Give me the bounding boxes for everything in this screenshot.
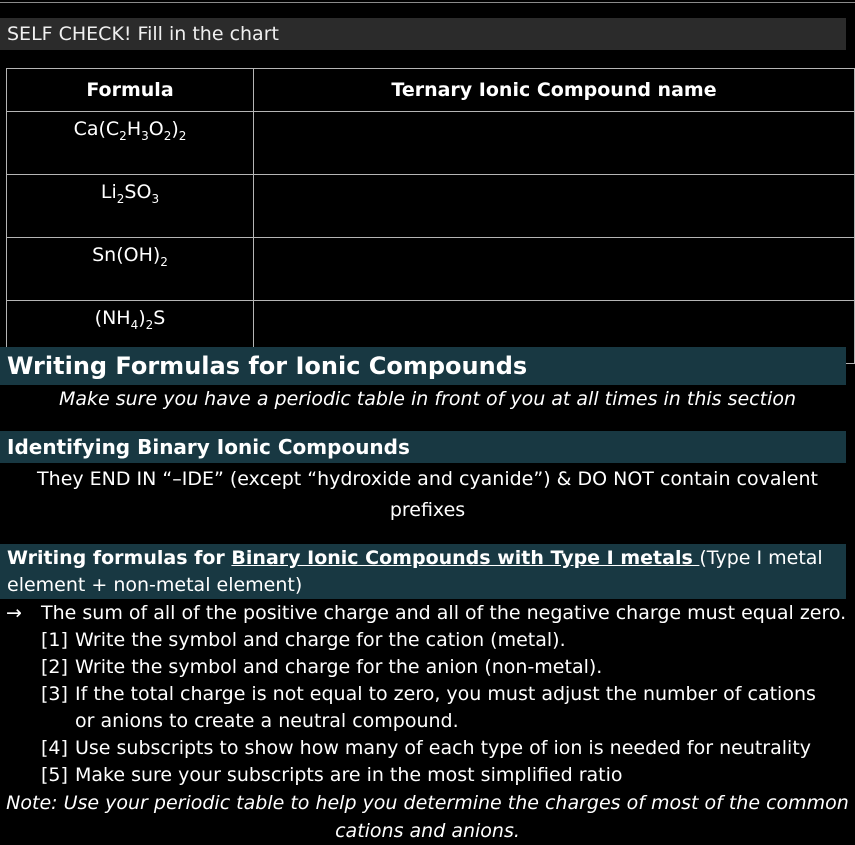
formula-cell: [7, 112, 254, 175]
formula-subscript: 2: [116, 191, 125, 206]
compound-chart: [6, 68, 855, 364]
formula-text: S: [153, 307, 166, 329]
heading-prefix: Writing formulas for: [7, 547, 232, 569]
step-text: Write the symbol and charge for the anion (non-metal).: [75, 656, 603, 678]
name-cell[interactable]: [254, 175, 855, 238]
formula-text: Li: [100, 181, 117, 203]
step-number: [2]: [41, 656, 68, 678]
formula-subscript: 3: [141, 128, 149, 143]
section-heading-identifying-binary: Identifying Binary Ionic Compounds: [0, 431, 846, 463]
table-row: [7, 112, 855, 175]
heading-suffix: (Type I metal element + non-metal element): [7, 547, 823, 596]
header-formula: Formula: [7, 69, 254, 112]
formula-subscript: 2: [119, 128, 127, 143]
periodic-table-reminder: Make sure you have a periodic table in front of you at all times in this section: [58, 388, 797, 410]
charges-note: Note: Use your periodic table to help you determine the charges of most of the common cations and anions.: [6, 792, 849, 842]
name-cell[interactable]: [254, 238, 855, 301]
formula-subscript: 2: [178, 128, 187, 143]
arrow-icon: →: [6, 602, 22, 624]
self-check-title: SELF CHECK! Fill in the chart: [0, 18, 846, 50]
step-text: Use subscripts to show how many of each type of ion is needed for neutrality: [75, 737, 812, 759]
formula-subscript: 3: [151, 191, 160, 206]
formula-text: ): [138, 307, 146, 329]
step-number: [5]: [41, 764, 68, 786]
formula-text: (NH: [94, 307, 131, 329]
formula-text: ): [171, 118, 179, 140]
formula-text: Sn(OH): [92, 244, 161, 266]
formula-text: SO: [124, 181, 152, 203]
formula-text: O: [148, 118, 164, 140]
heading-underlined: Binary Ionic Compounds with Type I metals: [231, 547, 700, 569]
step-number: [3]: [41, 683, 68, 705]
formula-cell: [7, 238, 254, 301]
list-item: [41, 654, 841, 681]
sum-charge-rule: [6, 600, 846, 627]
formula-text: H: [126, 118, 142, 140]
formula-subscript: 2: [163, 128, 172, 143]
step-text: Write the symbol and charge for the cation (metal).: [75, 629, 566, 651]
identifying-rule-text: They END IN “–IDE” (except “hydroxide and cyanide”) & DO NOT contain covalent prefixes: [37, 468, 818, 521]
formula-text: Ca(C: [73, 118, 120, 140]
top-divider: [0, 2, 855, 3]
formula-subscript: 2: [160, 254, 168, 269]
section-heading-type-i-metals: [0, 544, 846, 599]
name-cell[interactable]: [254, 112, 855, 175]
formula-cell: [7, 175, 254, 238]
table-row: [7, 175, 855, 238]
table-row: [7, 238, 855, 301]
header-compound-name: Ternary Ionic Compound name: [254, 69, 855, 112]
steps-list: [41, 627, 841, 789]
formula-subscript: 2: [145, 317, 154, 332]
section-heading-writing-formulas: Writing Formulas for Ionic Compounds: [0, 347, 846, 385]
step-number: [4]: [41, 737, 68, 759]
formula-subscript: 4: [130, 317, 139, 332]
step-text: If the total charge is not equal to zero, you must adjust the number of cations or anions to create a neutral compound.: [75, 683, 816, 732]
sum-charge-text: The sum of all of the positive charge and all of the negative charge must equal zero.: [41, 602, 847, 624]
list-item: [41, 627, 841, 654]
list-item: [41, 681, 841, 735]
list-item: [41, 735, 841, 762]
step-number: [1]: [41, 629, 68, 651]
step-text: Make sure your subscripts are in the most simplified ratio: [75, 764, 623, 786]
list-item: [41, 762, 841, 789]
